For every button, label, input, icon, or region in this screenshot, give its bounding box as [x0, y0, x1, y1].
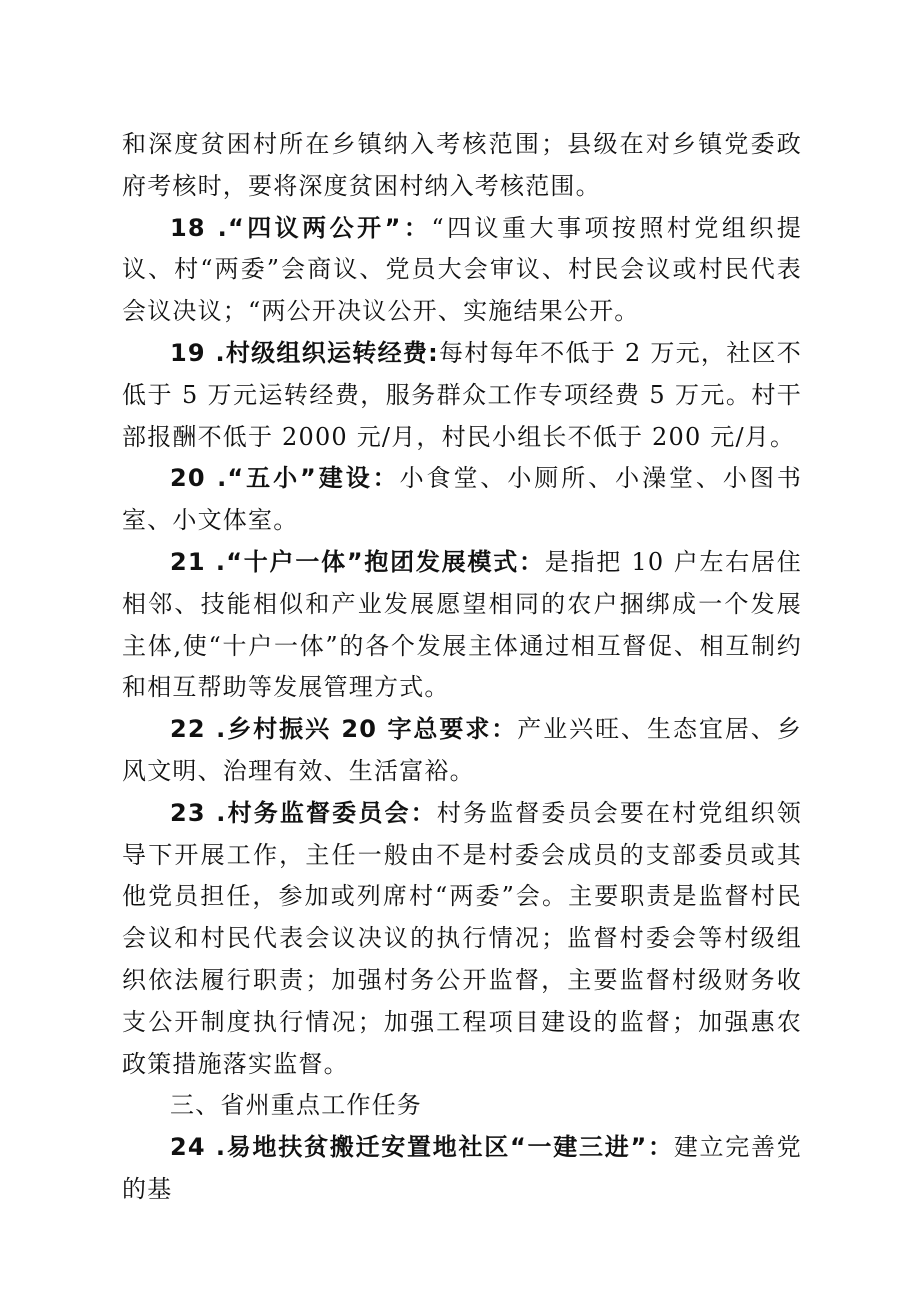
- item-text: 每村每年不低于 2 万元，社区不低于 5 万元运转经费，服务群众工作专项经费 5 万元。村干部报酬不低于 2000 元/月，村民小组长不低于 200 元/月。: [122, 338, 802, 451]
- item-text: 建立完善党的基: [122, 1133, 803, 1203]
- item-23: [122, 793, 802, 1086]
- item-term: 村级组织运转经费:: [225, 338, 439, 367]
- item-number: 23 .: [170, 798, 227, 827]
- item-text: 小食堂、小厕所、小澡堂、小图书室、小文体室。: [122, 464, 803, 535]
- item-number: 18 .: [170, 213, 228, 242]
- item-21: [122, 542, 802, 709]
- section-heading: 三、省州重点工作任务: [170, 1091, 422, 1120]
- paragraph-text: 和深度贫困村所在乡镇纳入考核范围；县级在对乡镇党委政府考核时，要将深度贫困村纳入考核范围。: [122, 130, 802, 200]
- item-24: [122, 1127, 802, 1211]
- item-term: 乡村振兴 20 字总要求：: [226, 715, 518, 744]
- item-term: “五小”建设：: [227, 464, 400, 493]
- item-number: 20 .: [170, 464, 228, 493]
- item-term: “四议两公开”：: [227, 213, 432, 242]
- item-19: [122, 333, 802, 458]
- item-18: [122, 208, 802, 333]
- document-body: [122, 124, 802, 1211]
- item-20: [122, 458, 802, 542]
- item-text: 产业兴旺、生态宜居、乡风文明、治理有效、生活富裕。: [122, 715, 803, 785]
- item-number: 19 .: [170, 338, 226, 367]
- item-22: [122, 709, 802, 793]
- item-number: 21 .: [170, 547, 227, 576]
- item-term: 村务监督委员会：: [226, 798, 437, 827]
- item-text: 是指把 10 户左右居住相邻、技能相似和产业发展愿望相同的农户捆绑成一个发展主体,使“十户一体”的各个发展主体通过相互督促、相互制约和相互帮助等发展管理方式。: [122, 547, 803, 702]
- item-term: “十户一体”抱团发展模式：: [226, 547, 545, 576]
- item-term: 易地扶贫搬迁安置地社区“一建三进”：: [226, 1133, 674, 1162]
- item-text: 村务监督委员会要在村党组织领导下开展工作，主任一般由不是村委会成员的支部委员或其他党员担任，参加或列席村“两委”会。主要职责是监督村民会议和村民代表会议决议的执行情况；监督村委会等村级组织依法履行职责；加强村务公开监督，主要监督村级财务收支公开制度执行情况；加强工程项目建设的监督；加强惠农政策措施落实监督。: [122, 798, 802, 1078]
- item-number: 22 .: [170, 715, 227, 744]
- item-number: 24 .: [170, 1133, 227, 1162]
- item-text: “四议重大事项按照村党组织提议、村“两委”会商议、党员大会审议、村民会议或村民代表会议决议；“两公开决议公开、实施结果公开。: [122, 213, 802, 326]
- paragraph-continuation: [122, 124, 802, 208]
